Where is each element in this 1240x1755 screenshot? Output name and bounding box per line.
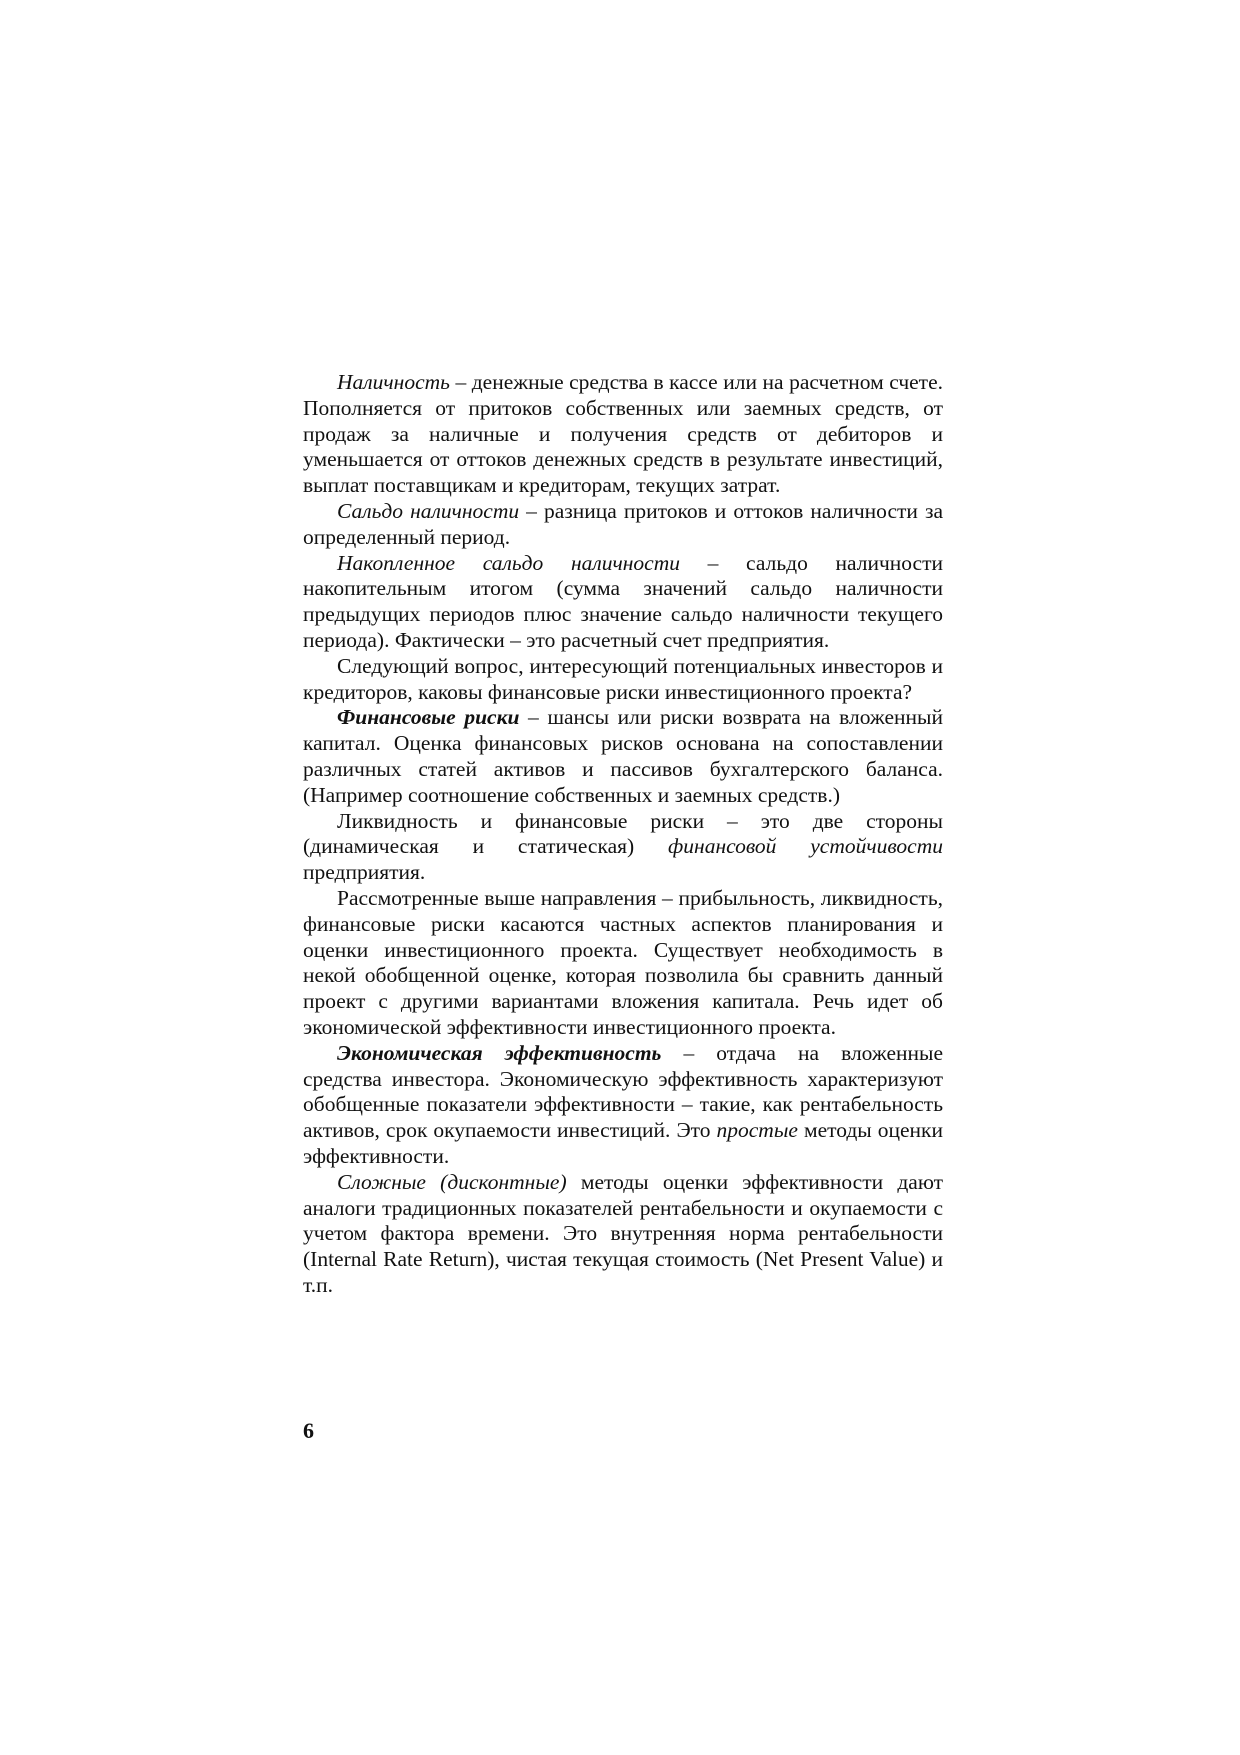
term-cash-balance: Сальдо наличности [337,498,520,523]
term-cash: Наличность [337,370,450,394]
paragraph-financial-risks [303,705,943,808]
paragraph-liquidity [303,809,943,886]
paragraph-accumulated-balance [303,551,943,654]
paragraph-cash [303,370,943,499]
paragraph-directions [303,886,943,1041]
efficiency-text-before: – отдача на вложенные средства инвестора. Экономическую эффективность характеризуют обобщенные показатели эффективности – такие, как рентабельность активов, срок окупаемости инвестиций. Это [303,1040,944,1143]
term-discount-methods: Сложные (дисконтные) [337,1169,567,1194]
efficiency-text-after: методы оценки эффективности. [303,1118,944,1168]
page-body [303,370,943,1299]
paragraph-economic-efficiency [303,1041,943,1170]
paragraph-cash-balance [303,499,943,551]
definition-cash: – денежные средства в кассе или на расчетном счете. Пополняется от притоков собственных или заемных средств, от продаж за наличные и получения средств от дебиторов и уменьшается от оттоков денежных средств в результате инвестиций, выплат поставщикам и кредиторам, текущих затрат. [303,370,943,498]
term-economic-efficiency: Экономическая эффективность [337,1040,662,1065]
definition-cash-balance: – разница притоков и оттоков наличности за определенный период. [303,498,943,549]
paragraph-question [303,654,943,706]
definition-discount-methods: методы оценки эффективности дают аналоги традиционных показателей рентабельности и окупаемости с учетом фактора времени. Это внутренняя норма рентабельности (Internal Rate Return), чистая текущая стоимость (Net Present Value) и т.п. [303,1169,943,1297]
term-financial-risks: Финансовые риски [337,705,520,730]
efficiency-emphasis: простые [716,1118,798,1143]
definition-accumulated-balance: – сальдо наличности накопительным итогом (сумма значений сальдо наличности предыдущих периодов плюс значение сальдо наличности текущего периода). Фактически – это расчетный счет предприятия. [303,550,944,652]
liquidity-text-after: предприятия. [303,860,426,885]
question-text: Следующий вопрос, интересующий потенциальных инвесторов и кредиторов, каковы финансовые риски инвестиционного проекта? [303,653,943,704]
paragraph-discount-methods [303,1170,943,1299]
definition-financial-risks: – шансы или риски возврата на вложенный капитал. Оценка финансовых рисков основана на сопоставлении различных статей активов и пассивов бухгалтерского баланса. (Например соотношение собственных и заемных средств.) [303,705,943,807]
liquidity-emphasis: финансовой устойчивости [668,834,943,859]
directions-text: Рассмотренные выше направления – прибыльность, ликвидность, финансовые риски касаются частных аспектов планирования и оценки инвестиционного проекта. Существует необходимость в некой обобщенной оценке, которая позволила бы сравнить данный проект с другими вариантами вложения капитала. Речь идет об экономической эффективности инвестиционного проекта. [303,885,943,1039]
page-number: 6 [303,1418,314,1443]
liquidity-text-before: Ликвидность и финансовые риски – это две стороны (динамическая и статическая) [303,808,943,859]
term-accumulated-balance: Накопленное сальдо наличности [337,550,680,575]
